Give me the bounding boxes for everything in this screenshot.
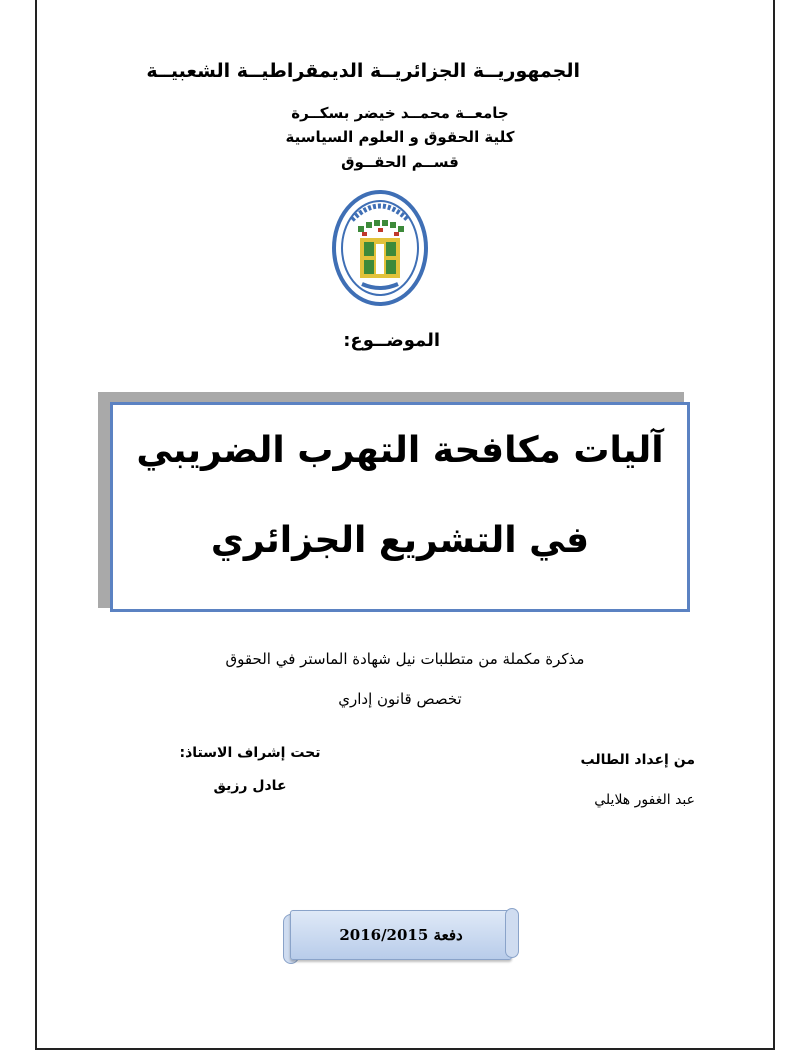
department-name: قســم الحقــوق bbox=[341, 153, 459, 171]
scroll-curl-right bbox=[505, 908, 519, 958]
faculty-name: كلية الحقوق و العلوم السياسية bbox=[285, 128, 515, 146]
supervisor-name: عادل رزيق bbox=[213, 778, 287, 794]
batch-year: دفعة 2016/2015 bbox=[339, 926, 463, 944]
subject-label: الموضــوع: bbox=[343, 330, 440, 351]
thesis-title-line-1: آليات مكافحة التهرب الضريبي bbox=[136, 430, 664, 471]
memo-specialty: تخصص قانون إداري bbox=[338, 690, 462, 708]
thesis-title-line-2: في التشريع الجزائري bbox=[210, 520, 590, 561]
student-name: عبد الغفور هلايلي bbox=[594, 792, 695, 808]
university-name: جامعــة محمــد خيضر بسكــرة bbox=[291, 104, 509, 122]
university-emblem-icon bbox=[330, 188, 430, 308]
student-label: من إعداد الطالب bbox=[580, 752, 695, 768]
supervisor-label: تحت إشراف الاستاذ: bbox=[179, 745, 321, 761]
memo-description: مذكرة مكملة من متطلبات نيل شهادة الماستر في الحقوق bbox=[225, 650, 585, 668]
republic-heading: الجمهوريــة الجزائريــة الديمقراطيــة الشعبيــة bbox=[146, 60, 580, 82]
